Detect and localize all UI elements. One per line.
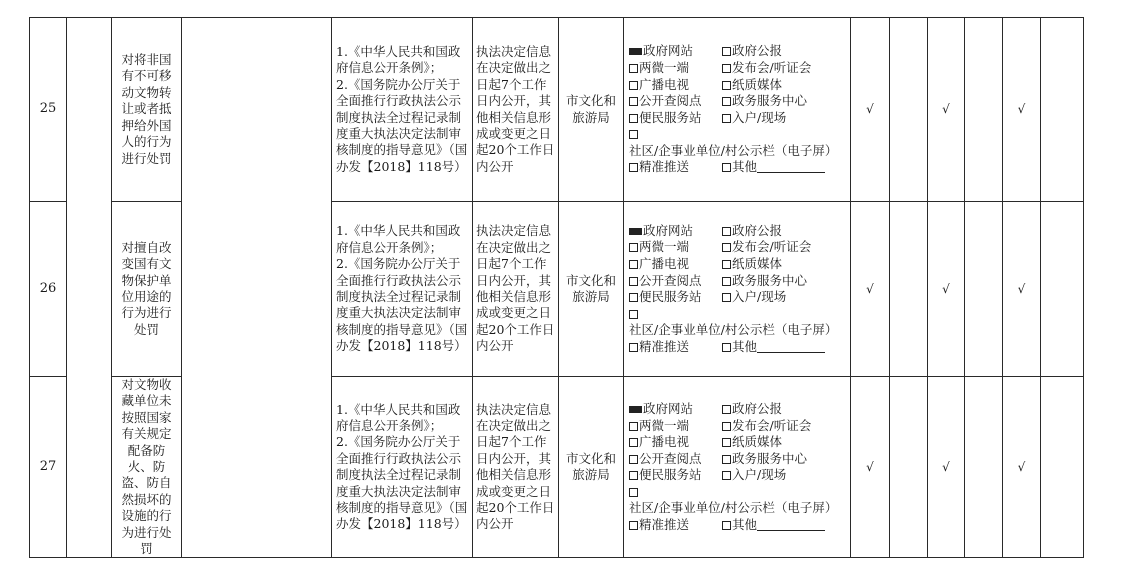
tick-cell <box>890 18 928 202</box>
channel-option-service-center[interactable] <box>722 451 807 467</box>
channel-option-door-to-door[interactable] <box>722 467 786 483</box>
basis-line: 1.《中华人民共和国政府信息公开条例》； <box>336 401 461 434</box>
checkbox[interactable] <box>629 277 638 286</box>
channel-row <box>629 239 846 256</box>
checkbox[interactable] <box>629 163 638 172</box>
disclosure-basis <box>332 377 473 558</box>
channel-row <box>629 43 846 60</box>
channel-option-gov-bulletin[interactable] <box>722 223 782 239</box>
channel-row <box>629 517 846 534</box>
channel-option-community-board[interactable] <box>629 306 846 339</box>
basis-line: 1.《中华人民共和国政府信息公开条例》； <box>336 43 461 76</box>
disclosure-basis <box>332 18 473 202</box>
checkbox[interactable] <box>722 343 731 352</box>
channel-row <box>629 159 846 176</box>
tick-cell <box>1041 18 1084 202</box>
matter-name: 对文物收藏单位未按照国家有关规定配备防火、防盗、防自然损坏的设施的行为进行处罚 <box>112 377 182 558</box>
channel-label: 广播电视 <box>639 76 690 92</box>
tick-cell: √ <box>928 202 965 377</box>
checkbox[interactable] <box>722 114 731 123</box>
checkbox[interactable] <box>629 97 638 106</box>
checkbox[interactable] <box>629 438 638 447</box>
channel-label: 入户/现场 <box>732 289 787 305</box>
channel-row <box>629 256 846 273</box>
basis-line: 2.《国务院办公厅关于全面推行行政执法公示制度执法全过程记录制度重大执法决定法制审核制度的指导意见》（国办发【2018】118号） <box>336 76 468 174</box>
disclosure-time-limit: 执法决定信息在决定做出之日起7个工作日内公开，其他相关信息形成或变更之日起20个工作日内公开 <box>473 202 559 377</box>
channel-row <box>629 223 846 240</box>
channel-option-other[interactable] <box>722 517 825 533</box>
channel-row <box>629 467 846 484</box>
channel-row <box>629 60 846 77</box>
channel-label: 广播电视 <box>639 434 690 450</box>
channel-option-public-reading[interactable] <box>629 451 722 467</box>
checkbox[interactable] <box>629 130 638 139</box>
channel-option-print-media[interactable] <box>722 256 782 272</box>
tick-cell <box>890 377 928 558</box>
checkbox[interactable] <box>629 228 642 235</box>
checkbox[interactable] <box>722 81 731 90</box>
channel-label: 政府网站 <box>643 401 694 417</box>
tick-cell: √ <box>1003 202 1041 377</box>
tick-cell <box>890 202 928 377</box>
disclosure-channels <box>624 377 851 558</box>
channel-label: 社区/企事业单位/村公示栏（电子屏） <box>629 500 838 516</box>
checkbox[interactable] <box>629 64 638 73</box>
checkbox[interactable] <box>722 260 731 269</box>
tick-cell: √ <box>851 202 890 377</box>
channel-label: 公开查阅点 <box>639 450 702 466</box>
disclosure-table <box>29 17 1084 558</box>
checkbox[interactable] <box>629 406 642 413</box>
channel-label: 广播电视 <box>639 256 690 271</box>
tick-cell <box>1041 202 1084 377</box>
tick-cell: √ <box>1003 377 1041 558</box>
checkbox[interactable] <box>629 343 638 352</box>
checkbox[interactable] <box>722 293 731 302</box>
other-blank-line[interactable] <box>757 340 825 353</box>
checkbox[interactable] <box>722 438 731 447</box>
channel-option-press-hearing[interactable] <box>722 418 811 434</box>
channel-option-wechat-weibo[interactable] <box>629 418 722 434</box>
checkbox[interactable] <box>629 260 638 269</box>
channel-label: 纸质媒体 <box>732 256 783 271</box>
checkbox[interactable] <box>629 488 638 497</box>
channel-label: 两微一端 <box>639 239 690 255</box>
checkbox[interactable] <box>629 48 642 55</box>
channel-label: 其他 <box>732 159 758 175</box>
tick-cell: √ <box>851 18 890 202</box>
checkbox[interactable] <box>629 521 638 530</box>
channel-row <box>629 110 846 127</box>
channel-option-community-board[interactable] <box>629 126 846 159</box>
channel-option-radio-tv[interactable] <box>629 434 722 450</box>
channel-label: 政府公报 <box>732 222 783 238</box>
disclosure-channels <box>624 202 851 377</box>
channel-option-radio-tv[interactable] <box>629 77 722 93</box>
channel-row <box>629 451 846 468</box>
checkbox[interactable] <box>722 163 731 172</box>
channel-row <box>629 339 846 356</box>
row-number: 26 <box>30 202 67 377</box>
channel-option-gov-bulletin[interactable] <box>722 401 782 417</box>
checkbox[interactable] <box>629 114 638 123</box>
channel-label: 便民服务站 <box>639 289 702 305</box>
channel-option-press-hearing[interactable] <box>722 239 811 255</box>
channel-option-wechat-weibo[interactable] <box>629 60 722 76</box>
channel-option-convenience-station[interactable] <box>629 110 722 126</box>
disclosure-basis <box>332 202 473 377</box>
channel-label: 其他 <box>732 516 758 532</box>
channel-label: 精准推送 <box>639 338 690 354</box>
channel-label: 政务服务中心 <box>732 93 808 109</box>
channel-option-other[interactable] <box>722 159 825 175</box>
channel-option-gov-website[interactable] <box>629 401 722 417</box>
channel-label: 公开查阅点 <box>639 272 702 288</box>
channel-option-public-reading[interactable] <box>629 93 722 109</box>
channel-label: 政府公报 <box>732 43 783 59</box>
channel-option-print-media[interactable] <box>722 77 782 93</box>
checkbox[interactable] <box>722 47 731 56</box>
row-number: 27 <box>30 377 67 558</box>
channel-label: 精准推送 <box>639 159 690 175</box>
channel-label: 政务服务中心 <box>732 450 808 466</box>
tick-cell <box>965 18 1003 202</box>
channel-option-precise-push[interactable] <box>629 339 722 355</box>
channel-option-door-to-door[interactable] <box>722 289 786 305</box>
channel-label: 社区/企事业单位/村公示栏（电子屏） <box>629 142 838 158</box>
basis-line: 2.《国务院办公厅关于全面推行行政执法公示制度执法全过程记录制度重大执法决定法制审核制度的指导意见》（国办发【2018】118号） <box>336 256 468 354</box>
channel-label: 政府公报 <box>732 401 783 417</box>
checkbox[interactable] <box>722 97 731 106</box>
channel-row <box>629 126 846 159</box>
channel-option-press-hearing[interactable] <box>722 60 811 76</box>
checkbox[interactable] <box>629 471 638 480</box>
checkbox[interactable] <box>722 64 731 73</box>
tick-cell <box>1041 377 1084 558</box>
channel-label: 政府网站 <box>643 222 694 238</box>
checkbox[interactable] <box>722 422 731 431</box>
tick-cell: √ <box>1003 18 1041 202</box>
channel-option-community-board[interactable] <box>629 484 846 517</box>
channel-row <box>629 401 846 418</box>
channel-label: 发布会/听证会 <box>732 239 812 255</box>
channel-row <box>629 273 846 290</box>
checkbox[interactable] <box>722 405 731 414</box>
tick-cell <box>965 377 1003 558</box>
channel-label: 发布会/听证会 <box>732 59 812 75</box>
channel-row <box>629 289 846 306</box>
checkbox[interactable] <box>722 243 731 252</box>
category-cell <box>67 18 112 558</box>
checkbox[interactable] <box>629 243 638 252</box>
channel-label: 政务服务中心 <box>732 272 808 288</box>
tick-cell <box>965 202 1003 377</box>
channel-row <box>629 418 846 435</box>
tick-cell: √ <box>928 18 965 202</box>
checkbox[interactable] <box>722 521 731 530</box>
checkbox[interactable] <box>722 455 731 464</box>
checkbox[interactable] <box>722 277 731 286</box>
channel-option-print-media[interactable] <box>722 434 782 450</box>
channel-option-gov-website[interactable] <box>629 43 722 59</box>
channel-label: 精准推送 <box>639 516 690 532</box>
channel-label: 公开查阅点 <box>639 93 702 109</box>
checkbox[interactable] <box>629 310 638 319</box>
channel-option-gov-bulletin[interactable] <box>722 43 782 59</box>
channel-label: 便民服务站 <box>639 109 702 125</box>
channel-label: 社区/企事业单位/村公示栏（电子屏） <box>629 322 838 338</box>
channel-label: 纸质媒体 <box>732 76 783 92</box>
channel-option-radio-tv[interactable] <box>629 256 722 272</box>
channel-label: 便民服务站 <box>639 467 702 483</box>
disclosure-time-limit: 执法决定信息在决定做出之日起7个工作日内公开，其他相关信息形成或变更之日起20个工作日内公开 <box>473 377 559 558</box>
channel-label: 入户/现场 <box>732 109 787 125</box>
checkbox[interactable] <box>629 455 638 464</box>
disclosure-time-limit: 执法决定信息在决定做出之日起7个工作日内公开，其他相关信息形成或变更之日起20个工作日内公开 <box>473 18 559 202</box>
disclosure-channels <box>624 18 851 202</box>
channel-option-service-center[interactable] <box>722 93 807 109</box>
channel-option-convenience-station[interactable] <box>629 289 722 305</box>
channel-row <box>629 484 846 517</box>
channel-label: 入户/现场 <box>732 467 787 483</box>
other-blank-line[interactable] <box>757 518 825 531</box>
checkbox[interactable] <box>722 227 731 236</box>
channel-row <box>629 306 846 339</box>
channel-option-precise-push[interactable] <box>629 159 722 175</box>
channel-option-gov-website[interactable] <box>629 223 722 239</box>
channel-option-convenience-station[interactable] <box>629 467 722 483</box>
channel-option-precise-push[interactable] <box>629 517 722 533</box>
sub-item-cell <box>182 18 332 558</box>
channel-option-door-to-door[interactable] <box>722 110 786 126</box>
checkbox[interactable] <box>722 471 731 480</box>
channel-label: 其他 <box>732 338 758 354</box>
row-number: 25 <box>30 18 67 202</box>
channel-label: 两微一端 <box>639 59 690 75</box>
channel-label: 发布会/听证会 <box>732 417 812 433</box>
checkbox[interactable] <box>629 81 638 90</box>
basis-line: 1.《中华人民共和国政府信息公开条例》； <box>336 223 461 255</box>
channel-label: 政府网站 <box>643 43 694 59</box>
matter-name: 对擅自改变国有文物保护单位用途的行为进行处罚 <box>112 202 182 377</box>
tick-cell: √ <box>851 377 890 558</box>
responsible-department: 市文化和旅游局 <box>559 377 624 558</box>
channel-row <box>629 77 846 94</box>
channel-row <box>629 434 846 451</box>
responsible-department: 市文化和旅游局 <box>559 202 624 377</box>
disclosure-table-page <box>29 17 1083 555</box>
channel-option-other[interactable] <box>722 339 825 355</box>
basis-line: 2.《国务院办公厅关于全面推行行政执法公示制度执法全过程记录制度重大执法决定法制审核制度的指导意见》（国办发【2018】118号） <box>336 434 468 532</box>
checkbox[interactable] <box>629 422 638 431</box>
channel-option-public-reading[interactable] <box>629 273 722 289</box>
matter-name: 对将非国有不可移动文物转让或者抵押给外国人的行为进行处罚 <box>112 18 182 202</box>
table-row <box>30 18 1084 202</box>
responsible-department: 市文化和旅游局 <box>559 18 624 202</box>
channel-row <box>629 93 846 110</box>
channel-label: 纸质媒体 <box>732 434 783 450</box>
channel-label: 两微一端 <box>639 417 690 433</box>
tick-cell: √ <box>928 377 965 558</box>
channel-option-service-center[interactable] <box>722 273 807 289</box>
channel-option-wechat-weibo[interactable] <box>629 239 722 255</box>
other-blank-line[interactable] <box>757 160 825 173</box>
checkbox[interactable] <box>629 293 638 302</box>
